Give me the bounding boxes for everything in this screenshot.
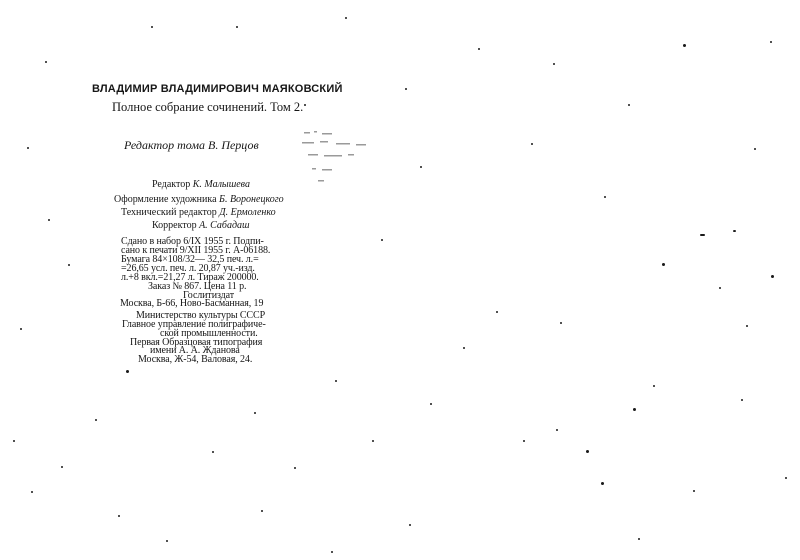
credit-person: К. Малышева	[192, 179, 250, 190]
scan-speck	[662, 263, 665, 266]
scan-speck	[754, 148, 756, 150]
scan-speck	[746, 325, 748, 327]
scan-speck	[254, 412, 256, 414]
scan-speck	[683, 44, 686, 47]
scan-speck	[638, 538, 640, 540]
scan-speck	[653, 385, 655, 387]
scan-speck	[693, 490, 695, 492]
credit-role: Редактор	[152, 179, 191, 190]
print-detail-line: =26,65 усл. печ. л. 20,87 уч.-изд.	[121, 263, 255, 274]
author-name: ВЛАДИМИР ВЛАДИМИРОВИЧ МАЯКОВСКИЙ	[92, 83, 343, 95]
publisher-name: Гослитиздат	[183, 290, 234, 301]
scan-speck	[68, 264, 70, 266]
credit-person: Д. Ермоленко	[219, 207, 276, 218]
printer-line: имени А. А. Жданова	[150, 345, 240, 356]
volume-editor: Редактор тома В. Перцов	[124, 138, 259, 152]
print-detail-line: Бумага 84×108/32— 32,5 печ. л.=	[121, 254, 259, 265]
credit-artist	[114, 195, 284, 205]
printer-line: Первая Образцовая типография	[130, 337, 263, 348]
print-detail-line: Сдано в набор 6/IX 1955 г. Подпи-	[121, 236, 264, 247]
printer-line: Москва, Ж-54, Валовая, 24.	[138, 354, 253, 365]
credit-role: Корректор	[152, 220, 197, 231]
credit-person: Б. Воронецкого	[219, 194, 284, 205]
scan-speck	[523, 440, 525, 442]
scan-speck	[733, 230, 736, 232]
scan-speck	[31, 491, 33, 493]
scan-speck	[463, 347, 465, 349]
scan-speck	[586, 450, 589, 453]
scan-speck	[560, 322, 562, 324]
scan-speck	[95, 419, 97, 421]
scan-speck	[126, 370, 129, 373]
scan-speck	[331, 551, 333, 553]
credit-corrector	[152, 221, 250, 231]
work-title: Полное собрание сочинений. Том 2.	[112, 100, 304, 114]
scan-speck	[27, 147, 29, 149]
scan-speck	[601, 482, 604, 485]
scan-speck	[48, 219, 50, 221]
scan-speck	[556, 429, 558, 431]
scan-speck	[151, 26, 153, 28]
scan-speck	[430, 403, 432, 405]
scan-speck	[372, 440, 374, 442]
scan-speck	[335, 380, 337, 382]
scan-speck	[628, 104, 630, 106]
scan-speck	[166, 540, 168, 542]
scan-speck	[381, 239, 383, 241]
scan-speck	[719, 287, 721, 289]
printer-line: ской промышленности.	[160, 328, 258, 339]
credit-role: Оформление художника	[114, 194, 217, 205]
scan-speck	[13, 440, 15, 442]
order-price-line: Заказ № 867. Цена 11 р.	[148, 281, 247, 292]
scan-speck	[61, 466, 63, 468]
scan-speck	[553, 63, 555, 65]
scan-speck	[771, 275, 774, 278]
scan-speck	[45, 61, 47, 63]
publisher-address: Москва, Б-66, Ново-Басманная, 19	[120, 298, 264, 309]
scan-speck	[212, 451, 214, 453]
credit-editor	[152, 180, 250, 190]
print-detail-line: сано к печати 9/XII 1955 г. А-06188.	[121, 245, 271, 256]
scan-speck	[118, 515, 120, 517]
printer-line: Главное управление полиграфиче-	[122, 319, 266, 330]
scan-speck	[261, 510, 263, 512]
faded-stamp-marks	[300, 128, 378, 186]
credit-person: А. Сабадаш	[199, 220, 250, 231]
scan-speck	[770, 41, 772, 43]
scan-speck	[405, 88, 407, 90]
print-detail-line: л.+8 вкл.=21,27 л. Тираж 200000.	[121, 272, 259, 283]
scan-speck	[700, 234, 705, 236]
scan-speck	[236, 26, 238, 28]
credit-role: Технический редактор	[121, 207, 217, 218]
printer-line: Министерство культуры СССР	[136, 310, 266, 321]
scan-speck	[478, 48, 480, 50]
scan-speck	[741, 399, 743, 401]
scan-speck	[531, 143, 533, 145]
scan-speck	[496, 311, 498, 313]
scan-speck	[633, 408, 636, 411]
scan-speck	[294, 467, 296, 469]
credit-tech-editor	[121, 208, 276, 218]
scan-speck	[604, 196, 606, 198]
scan-speck	[785, 477, 787, 479]
scan-speck	[409, 524, 411, 526]
scan-speck	[20, 328, 22, 330]
scan-speck	[420, 166, 422, 168]
scan-speck	[304, 104, 306, 106]
scan-speck	[345, 17, 347, 19]
